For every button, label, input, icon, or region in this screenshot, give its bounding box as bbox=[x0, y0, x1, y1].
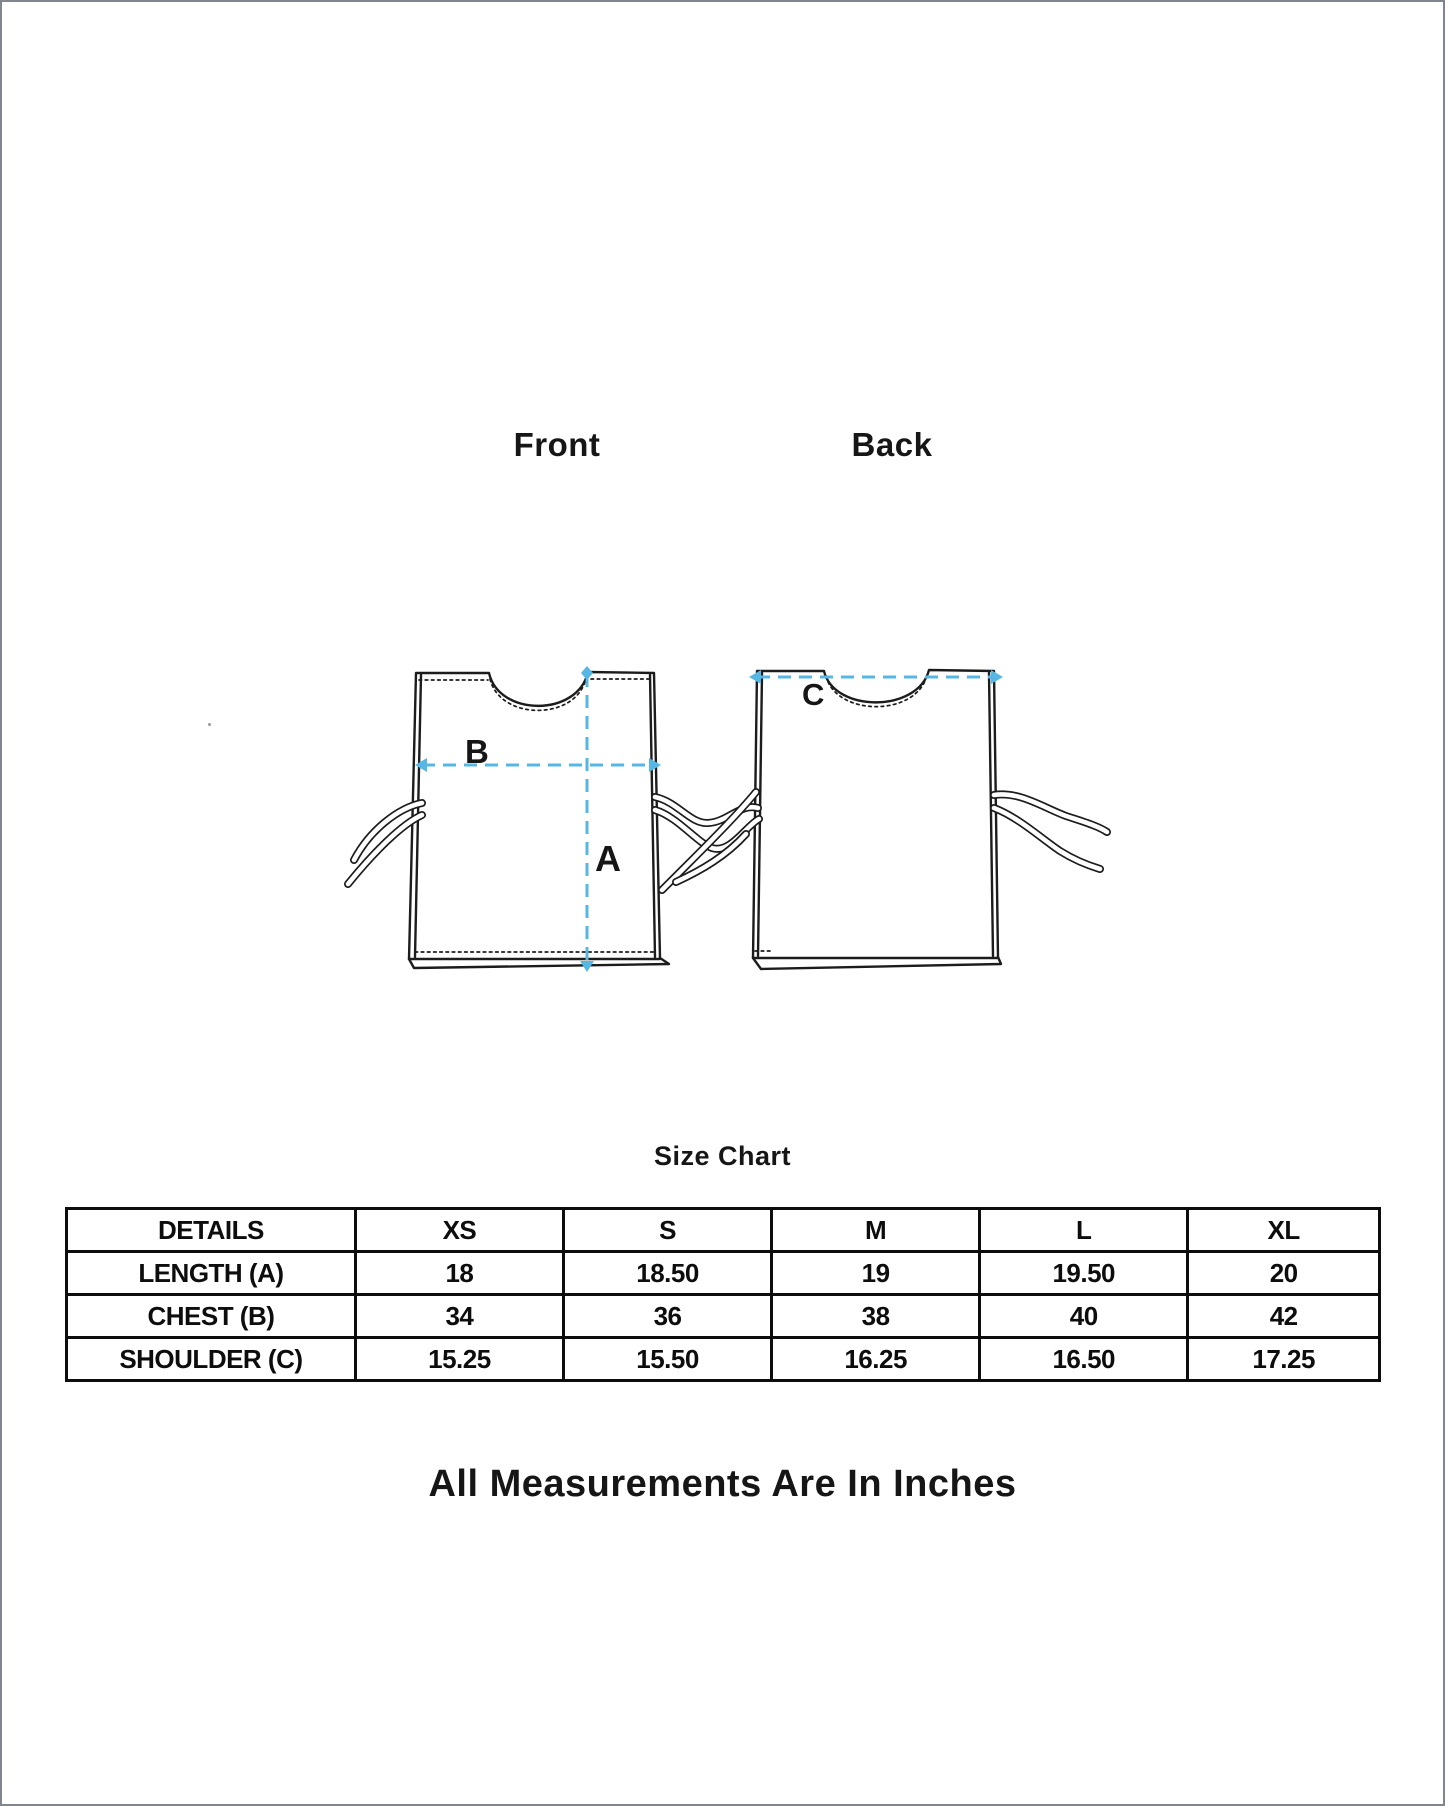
back-garment-outline bbox=[753, 670, 998, 958]
length-m: 19 bbox=[772, 1252, 980, 1295]
col-header-xl: XL bbox=[1188, 1209, 1380, 1252]
table-row bbox=[67, 1252, 1380, 1295]
row-label-shoulder: SHOULDER (C) bbox=[67, 1338, 356, 1381]
col-header-xs: XS bbox=[355, 1209, 563, 1252]
garment-outlines bbox=[348, 670, 1107, 969]
col-header-s: S bbox=[563, 1209, 771, 1252]
shoulder-xs: 15.25 bbox=[355, 1338, 563, 1381]
col-header-m: M bbox=[772, 1209, 980, 1252]
front-caption: Front bbox=[513, 426, 601, 463]
shoulder-s: 15.50 bbox=[563, 1338, 771, 1381]
shoulder-l: 16.50 bbox=[980, 1338, 1188, 1381]
measurements-note: All Measurements Are In Inches bbox=[428, 1463, 1017, 1505]
length-xs: 18 bbox=[355, 1252, 563, 1295]
shoulder-label-c: C bbox=[802, 677, 825, 712]
length-label-a: A bbox=[595, 838, 621, 879]
chest-m: 38 bbox=[772, 1295, 980, 1338]
table-row bbox=[67, 1338, 1380, 1381]
arrow-c-left bbox=[749, 670, 761, 684]
shoulder-xl: 17.25 bbox=[1188, 1338, 1380, 1381]
chest-xl: 42 bbox=[1188, 1295, 1380, 1338]
shoulder-m: 16.25 bbox=[772, 1338, 980, 1381]
table-row bbox=[67, 1295, 1380, 1338]
chest-s: 36 bbox=[563, 1295, 771, 1338]
col-header-l: L bbox=[980, 1209, 1188, 1252]
back-caption: Back bbox=[851, 426, 933, 463]
row-label-chest: CHEST (B) bbox=[67, 1295, 356, 1338]
stray-dot bbox=[208, 723, 211, 726]
size-chart-title: Size Chart bbox=[653, 1141, 792, 1171]
row-label-length: LENGTH (A) bbox=[67, 1252, 356, 1295]
arrow-c-right bbox=[991, 670, 1003, 684]
chest-l: 40 bbox=[980, 1295, 1188, 1338]
length-xl: 20 bbox=[1188, 1252, 1380, 1295]
garment-diagram bbox=[302, 642, 1142, 987]
length-l: 19.50 bbox=[980, 1252, 1188, 1295]
chest-label-b: B bbox=[465, 733, 489, 770]
chest-xs: 34 bbox=[355, 1295, 563, 1338]
front-garment-outline bbox=[409, 672, 660, 959]
col-header-details: DETAILS bbox=[67, 1209, 356, 1252]
length-s: 18.50 bbox=[563, 1252, 771, 1295]
size-chart-table bbox=[65, 1207, 1381, 1382]
table-header-row bbox=[67, 1209, 1380, 1252]
